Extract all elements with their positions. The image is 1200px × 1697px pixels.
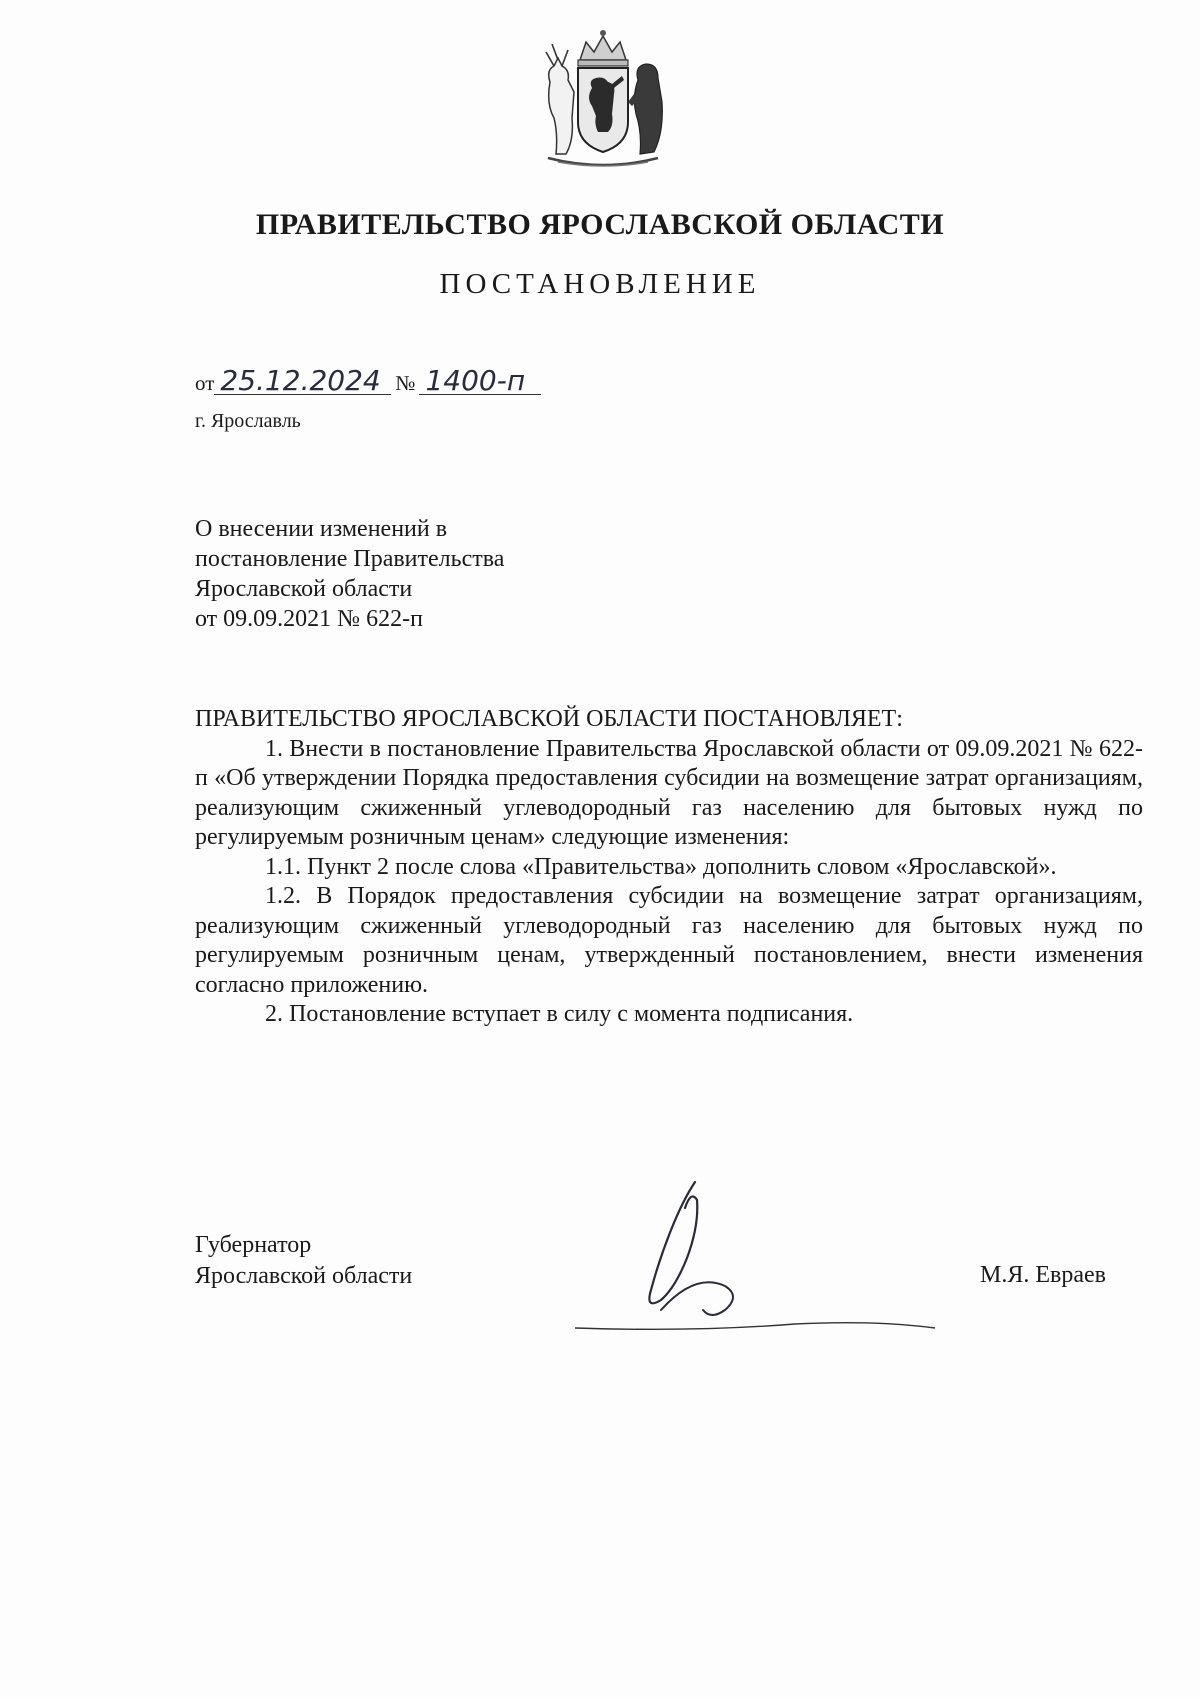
signer-role bbox=[195, 1230, 412, 1292]
subject-line: О внесении изменений в bbox=[195, 516, 448, 542]
signer-role-line: Ярославской области bbox=[195, 1263, 413, 1289]
paragraph: 1. Внести в постановление Правительства Ярославской области от 09.09.2021 № 622-п «Об утверждении Порядка предоставления субсидии на возмещение затрат организациям, реализующим сжиженный углеводородный газ населению для бытовых нужд по регулируемым розничным ценам» следующие изменения: bbox=[195, 735, 1143, 850]
signer-name: М.Я. Евраев bbox=[980, 1262, 1106, 1288]
registration-line bbox=[195, 364, 541, 397]
paragraph: 1.2. В Порядок предоставления субсидии на возмещение затрат организациям, реализующим сжиженный углеводородный газ населению для бытовых нужд по регулируемым розничным ценам, утвержденный постановлением, внести изменения согласно приложению. bbox=[195, 883, 1143, 998]
subject-line: постановление Правительства bbox=[195, 546, 505, 572]
number-label: № bbox=[395, 371, 416, 395]
handwritten-number: 1400-п bbox=[419, 368, 541, 395]
subject-line: от 09.09.2021 № 622-п bbox=[195, 606, 423, 632]
signer-role-line: Губернатор bbox=[195, 1232, 312, 1258]
date-label: от bbox=[195, 371, 215, 395]
paragraph: 2. Постановление вступает в силу с момента подписания. bbox=[265, 1001, 854, 1027]
decree-heading: ПРАВИТЕЛЬСТВО ЯРОСЛАВСКОЙ ОБЛАСТИ ПОСТАНОВЛЯЕТ: bbox=[195, 706, 903, 732]
coat-of-arms-icon bbox=[528, 22, 678, 172]
document-type: ПОСТАНОВЛЕНИЕ bbox=[439, 268, 761, 300]
city: г. Ярославль bbox=[195, 410, 301, 432]
subject-line: Ярославской области bbox=[195, 576, 413, 602]
government-title: ПРАВИТЕЛЬСТВО ЯРОСЛАВСКОЙ ОБЛАСТИ bbox=[255, 208, 945, 241]
document-subject bbox=[195, 514, 504, 634]
handwritten-date: 25.12.2024 bbox=[214, 368, 391, 395]
document-body bbox=[195, 705, 1143, 1030]
paragraph: 1.1. Пункт 2 после слова «Правительства» дополнить словом «Ярославской». bbox=[265, 853, 1057, 880]
handwritten-signature bbox=[575, 1160, 945, 1350]
